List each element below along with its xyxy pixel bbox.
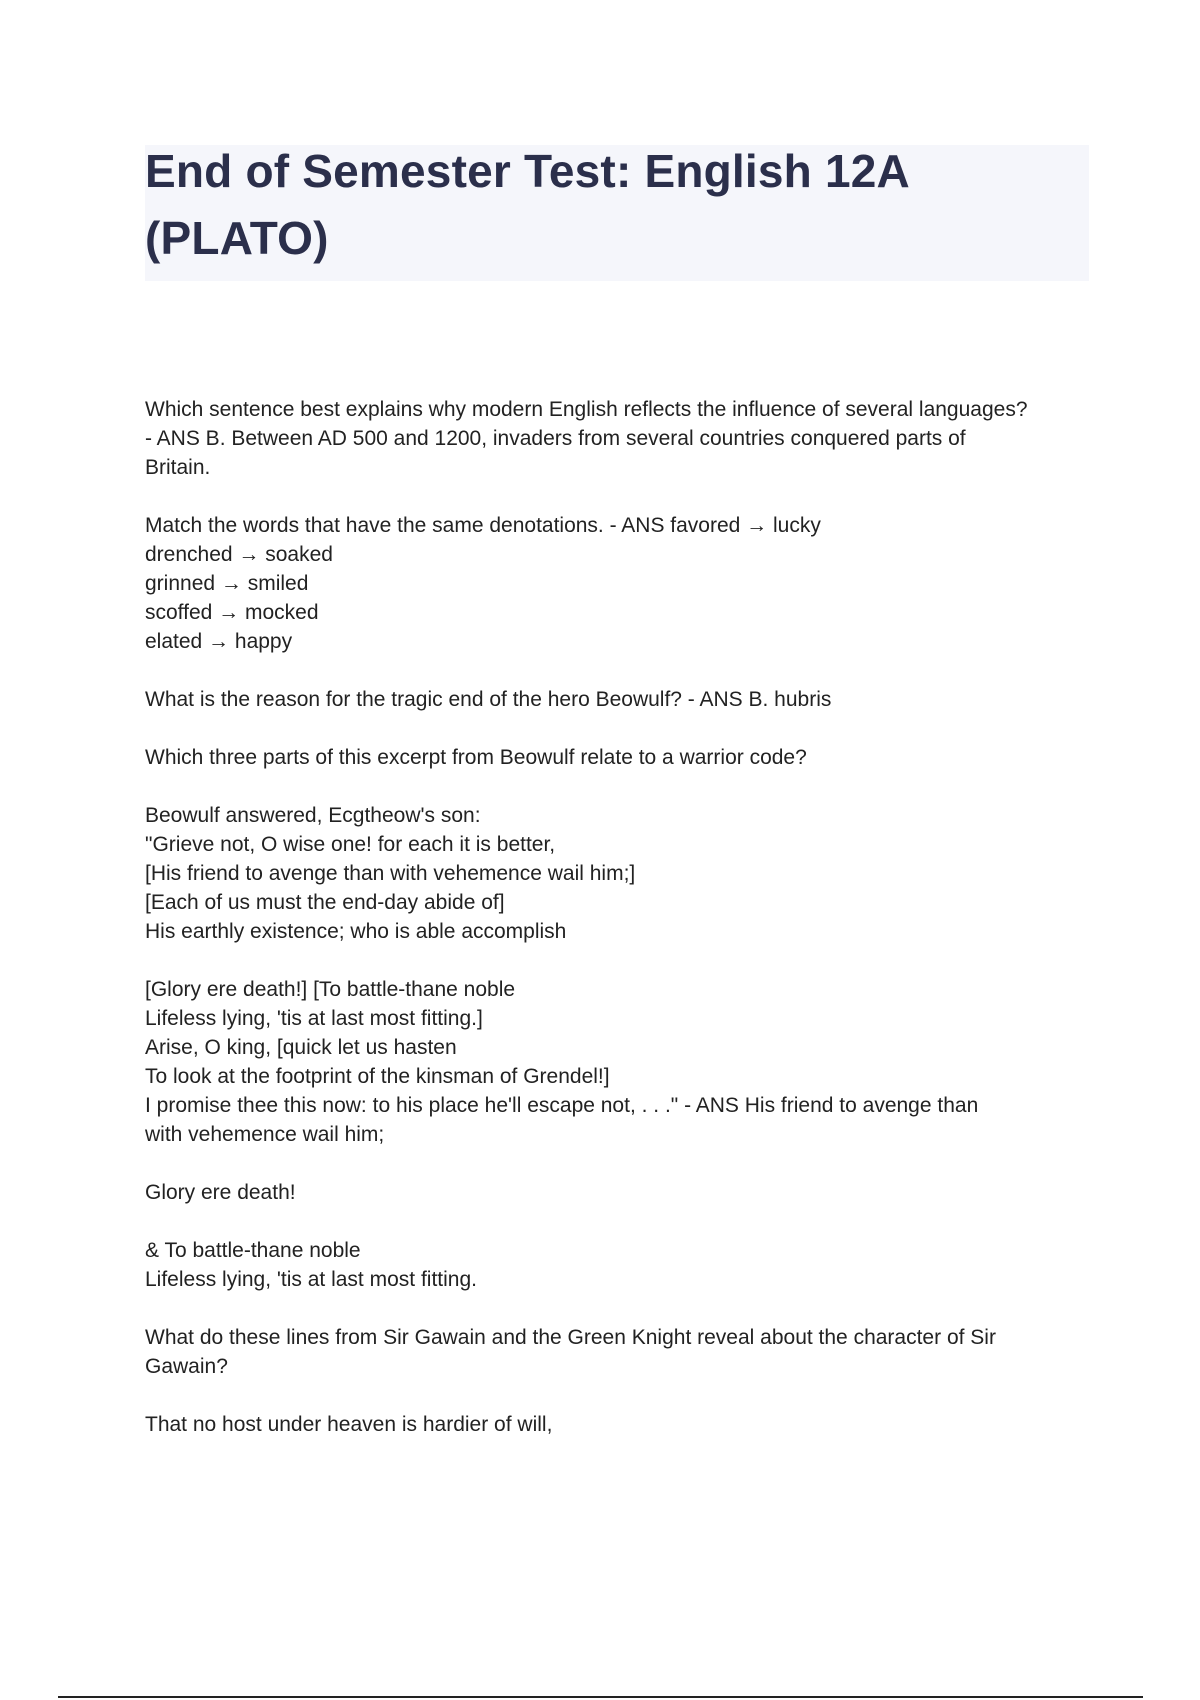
excerpt-stanza-2 — [145, 975, 1090, 1149]
question-text: What is the reason for the tragic end of the hero Beowulf? - ANS B. hubris — [145, 688, 832, 711]
qa-item-5-quote — [145, 1410, 1090, 1439]
excerpt-line: [His friend to avenge than with vehemence wail him;] — [145, 862, 636, 885]
quote-line: That no host under heaven is hardier of will, — [145, 1413, 553, 1436]
question-text: What do these lines from Sir Gawain and the Green Knight reveal about the character of Sir — [145, 1326, 996, 1349]
question-text-cont: Gawain? — [145, 1355, 228, 1378]
excerpt-stanza-1 — [145, 801, 1090, 946]
answer-text: - ANS B. Between AD 500 and 1200, invaders from several countries conquered parts of — [145, 427, 966, 450]
answer-text-cont: Lifeless lying, 'tis at last most fitting. — [145, 1268, 477, 1291]
page-title — [145, 138, 1089, 272]
qa-item-4-prompt — [145, 743, 1090, 772]
answer-part-2 — [145, 1178, 1090, 1207]
qa-item-1 — [145, 395, 1090, 482]
excerpt-line: His earthly existence; who is able accomplish — [145, 920, 567, 943]
question-text: Which three parts of this excerpt from Beowulf relate to a warrior code? — [145, 746, 807, 769]
question-text: Match the words that have the same denotations. - ANS favored → lucky — [145, 514, 821, 537]
footer-divider — [58, 1696, 1143, 1698]
match-pair: elated → happy — [145, 630, 293, 653]
excerpt-line: "Grieve not, O wise one! for each it is better, — [145, 833, 556, 856]
answer-text-cont: with vehemence wail him; — [145, 1123, 385, 1146]
qa-content — [145, 395, 1090, 1468]
question-text: Which sentence best explains why modern English reflects the influence of several languages? — [145, 398, 1028, 421]
excerpt-line: Arise, O king, [quick let us hasten — [145, 1036, 457, 1059]
excerpt-line: Beowulf answered, Ecgtheow's son: — [145, 804, 481, 827]
qa-item-3 — [145, 685, 1090, 714]
answer-text: Glory ere death! — [145, 1181, 296, 1204]
answer-text: I promise thee this now: to his place he'll escape not, . . ." - ANS His friend to avenge than — [145, 1094, 979, 1117]
match-pair: scoffed → mocked — [145, 601, 319, 624]
answer-text: & To battle-thane noble — [145, 1239, 361, 1262]
answer-part-3 — [145, 1236, 1090, 1294]
excerpt-line: To look at the footprint of the kinsman of Grendel!] — [145, 1065, 610, 1088]
match-pair: grinned → smiled — [145, 572, 309, 595]
excerpt-line: [Each of us must the end-day abide of] — [145, 891, 505, 914]
answer-text-cont: Britain. — [145, 456, 211, 479]
title-line-2: (PLATO) — [145, 212, 329, 264]
qa-item-5 — [145, 1323, 1090, 1381]
excerpt-line: Lifeless lying, 'tis at last most fitting.] — [145, 1007, 483, 1030]
qa-item-2 — [145, 511, 1090, 656]
title-line-1: End of Semester Test: English 12A — [145, 145, 910, 197]
excerpt-line: [Glory ere death!] [To battle-thane noble — [145, 978, 516, 1001]
match-pair: drenched → soaked — [145, 543, 333, 566]
